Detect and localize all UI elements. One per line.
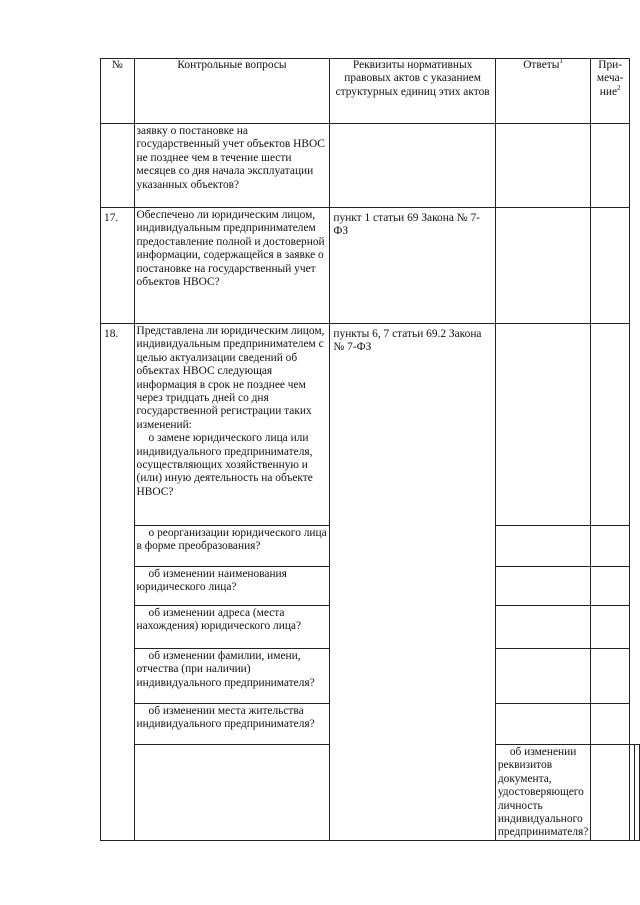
row-question: заявку о постановке на государственный учет объектов НВОС не позднее чем в течение шести месяцев со дня начала эксплуатации указанных объектов?	[134, 124, 330, 208]
sub-item-question	[134, 567, 330, 606]
sub-item-text: об изменении места жительства индивидуального предпринимателя?	[136, 705, 315, 731]
checklist-table	[100, 58, 640, 841]
row-requisites: пункты 6, 7 статьи 69.2 Закона № 7-ФЗ	[330, 324, 495, 841]
answer-cell[interactable]	[495, 704, 590, 745]
note-cell[interactable]	[591, 324, 630, 526]
note-cell[interactable]	[591, 567, 630, 606]
sub-item-question	[134, 526, 330, 567]
note-cell[interactable]	[591, 606, 630, 649]
table-row	[101, 208, 640, 324]
sub-item-question	[134, 649, 330, 704]
table-row	[101, 124, 640, 208]
table-row	[101, 324, 640, 526]
answer-cell[interactable]	[495, 124, 590, 208]
sub-item-text: об изменении адреса (места нахождения) юридического лица?	[136, 607, 302, 633]
row-requisites	[330, 124, 495, 208]
header-answer-text: Ответы	[523, 59, 560, 71]
row-number: 18.	[101, 324, 135, 841]
header-row	[101, 59, 640, 124]
sub-item-question	[134, 606, 330, 649]
row-requisites: пункт 1 статьи 69 Закона № 7-ФЗ	[330, 208, 495, 324]
answer-cell[interactable]	[495, 567, 590, 606]
answer-cell[interactable]	[495, 526, 590, 567]
sub-item-text: об изменении наименования юридического лица?	[136, 568, 287, 594]
row-question-main: Представлена ли юридическим лицом, индивидуальным предпринимателем с целью актуализации сведений об объектах НВОС следующая информация в срок не позднее чем через тридцать дней со дня государственной регистрации таких изменений:	[136, 325, 325, 431]
note-cell[interactable]	[591, 526, 630, 567]
row-requisites	[591, 745, 630, 841]
header-requisites-text: Реквизиты нормативных правовых актов с указанием структурных единиц этих актов	[335, 59, 490, 98]
header-answer-footnote: 1	[559, 58, 563, 66]
answer-cell[interactable]	[495, 606, 590, 649]
header-note-text: При-меча-ние	[596, 59, 624, 98]
note-cell[interactable]	[591, 124, 630, 208]
answer-cell[interactable]	[495, 649, 590, 704]
row-number	[101, 124, 135, 208]
note-cell[interactable]	[591, 704, 630, 745]
row-question	[134, 324, 330, 526]
row-number	[134, 745, 330, 841]
header-note	[591, 59, 630, 124]
header-answer	[495, 59, 590, 124]
sub-item-text: об изменении реквизитов документа, удостоверяющего личность индивидуального предпринимателя?	[497, 746, 589, 839]
note-cell[interactable]	[591, 208, 630, 324]
sub-item-question	[495, 745, 590, 841]
sub-item-text: о реорганизации юридического лица в форме преобразования?	[136, 527, 327, 553]
row-question: Обеспечено ли юридическим лицом, индивидуальным предпринимателем предоставление полной и достоверной информации, содержащейся в заявке о постановке на государственный учет объектов НВОС?	[134, 208, 330, 324]
note-cell[interactable]	[635, 745, 640, 841]
sub-item-question	[134, 704, 330, 745]
row-number: 17.	[101, 208, 135, 324]
header-questions: Контрольные вопросы	[134, 59, 330, 124]
header-number: №	[101, 59, 135, 124]
note-cell[interactable]	[591, 649, 630, 704]
answer-cell[interactable]	[495, 324, 590, 526]
row-question-sub: о замене юридического лица или индивидуального предпринимателя, осуществляющих хозяйственную и (или) иную деятельность на объекте НВОС?	[136, 432, 313, 498]
sub-item-text: об изменении фамилии, имени, отчества (при наличии) индивидуального предпринимателя?	[136, 650, 315, 689]
header-note-footnote: 2	[617, 84, 621, 93]
answer-cell[interactable]	[495, 208, 590, 324]
header-requisites	[330, 59, 495, 124]
